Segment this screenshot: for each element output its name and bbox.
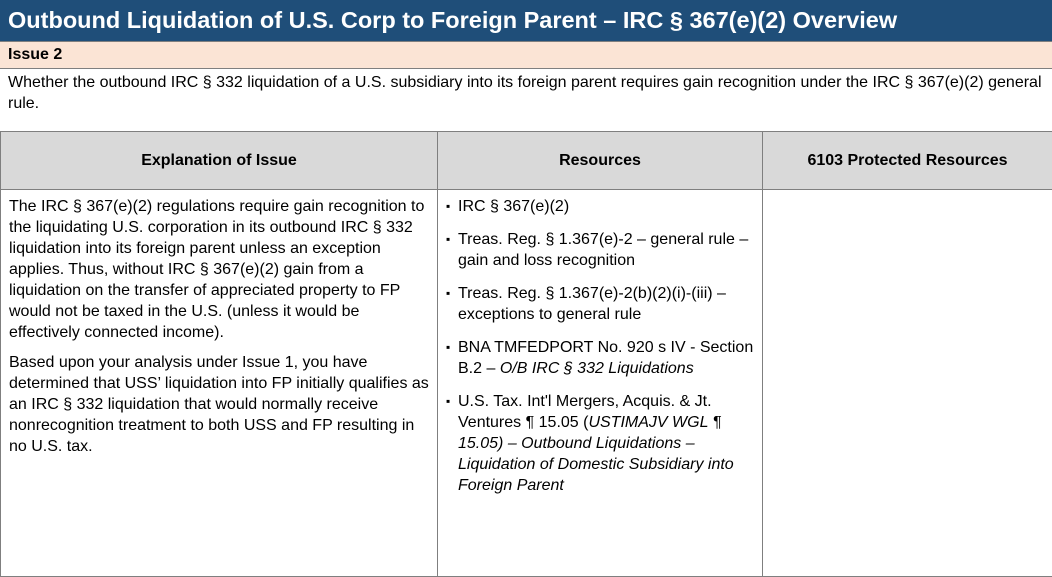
- table-row: [1, 190, 1052, 577]
- resources-cell: [438, 190, 763, 577]
- issue-question: Whether the outbound IRC § 332 liquidation of a U.S. subsidiary into its foreign parent requires gain recognition under the IRC § 367(e)(2) general rule.: [0, 69, 1052, 131]
- explanation-paragraph: Based upon your analysis under Issue 1, you have determined that USS’ liquidation into FP initially qualifies as an IRC § 332 liquidation that would normally receive nonrecognition treatment to both USS and FP resulting in no U.S. tax.: [9, 352, 431, 457]
- resource-text: U.S. Tax. Int'l Mergers, Acquis. & Jt. Ventures ¶ 15.05 (: [458, 393, 712, 431]
- resource-text: Treas. Reg. § 1.367(e)-2(b)(2)(i)-(iii) – exceptions to general rule: [458, 285, 726, 323]
- issue-table: [0, 131, 1052, 577]
- resource-title-italic: USTIMAJV WGL ¶ 15.05) – Outbound Liquidations – Liquidation of Domestic Subsidiary into Foreign Parent: [458, 414, 734, 494]
- resource-item: [446, 283, 756, 325]
- protected-resources-cell: [763, 190, 1052, 577]
- header-protected-resources: 6103 Protected Resources: [763, 132, 1052, 190]
- page-title: Outbound Liquidation of U.S. Corp to Foreign Parent – IRC § 367(e)(2) Overview: [0, 0, 1052, 41]
- bullet-icon: ▪: [446, 391, 450, 412]
- bullet-icon: ▪: [446, 283, 450, 304]
- bullet-icon: ▪: [446, 229, 450, 250]
- resource-title-italic: O/B IRC § 332 Liquidations: [500, 360, 694, 377]
- explanation-paragraph: The IRC § 367(e)(2) regulations require gain recognition to the liquidating U.S. corporation in its outbound IRC § 332 liquidation into its foreign parent unless an exception applies. Thus, without IRC § 367(e)(2) gain from a liquidation on the transfer of appreciated property to FP would not be taxed in the U.S. (unless it would be effectively connected income).: [9, 196, 431, 343]
- explanation-cell: [1, 190, 438, 577]
- resource-item: [446, 337, 756, 379]
- table-header-row: [1, 132, 1052, 190]
- resource-item: [446, 391, 756, 496]
- resource-item: [446, 196, 756, 217]
- resource-text: IRC § 367(e)(2): [458, 198, 569, 215]
- bullet-icon: ▪: [446, 337, 450, 358]
- header-explanation: Explanation of Issue: [1, 132, 438, 190]
- issue-label: Issue 2: [0, 41, 1052, 69]
- resource-item: [446, 229, 756, 271]
- bullet-icon: ▪: [446, 196, 450, 217]
- header-resources: Resources: [438, 132, 763, 190]
- resource-text: Treas. Reg. § 1.367(e)-2 – general rule – gain and loss recognition: [458, 231, 748, 269]
- resources-list: [446, 196, 756, 496]
- resource-text: BNA TMFEDPORT No. 920 s IV - Section B.2 –: [458, 339, 753, 377]
